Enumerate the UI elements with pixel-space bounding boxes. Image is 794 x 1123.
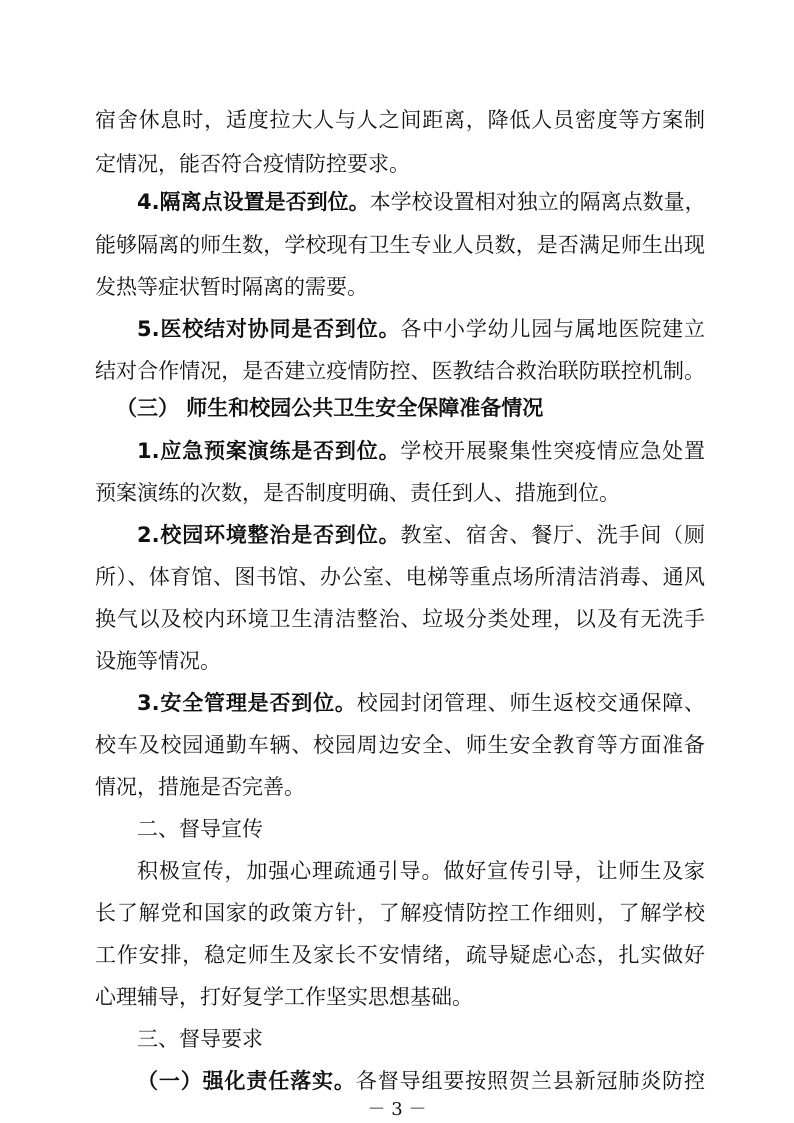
text-line: 积极宣传，加强心理疏通引导。做好宣传引导，让师生及家: [137, 859, 705, 883]
text-line: 换气以及校内环境卫生清洁整治、垃圾分类处理，以及有无洗手: [95, 607, 705, 631]
text-line: 发热等症状暂时隔离的需要。: [95, 275, 368, 299]
section-heading: 三、督导要求: [137, 1027, 263, 1051]
text-line: 校车及校园通勤车辆、校园周边安全、师生安全教育等方面准备: [95, 733, 705, 757]
text-line: 定情况，能否符合疫情防控要求。: [95, 152, 410, 176]
text-line: 情况，措施是否完善。: [95, 775, 305, 799]
item-heading: 5.医校结对协同是否到位。: [137, 317, 401, 341]
text-line: 设施等情况。: [95, 649, 221, 673]
text-line: 能够隔离的师生数，学校现有卫生专业人员数，是否满足师生出现: [95, 233, 705, 257]
text-line: 工作安排，稳定师生及家长不安情绪，疏导疑虑心态，扎实做好: [95, 943, 705, 967]
text-line: 3.安全管理是否到位。校园封闭管理、师生返校交通保障、: [137, 691, 706, 715]
item-heading: 4.隔离点设置是否到位。: [137, 190, 370, 214]
text-line: 4.隔离点设置是否到位。本学校设置相对独立的隔离点数量，: [137, 190, 706, 214]
item-heading: 3.安全管理是否到位。: [137, 691, 357, 715]
section-heading: （三） 师生和校园公共卫生安全保障准备情况: [116, 396, 544, 420]
text-line: 2.校园环境整治是否到位。教室、宿舍、餐厅、洗手间（厕: [137, 523, 706, 547]
text-line: 5.医校结对协同是否到位。各中小学幼儿园与属地医院建立: [137, 317, 706, 341]
item-heading: 1.应急预案演练是否到位。: [137, 439, 401, 463]
text-line: 长了解党和国家的政策方针，了解疫情防控工作细则，了解学校: [95, 901, 705, 925]
item-heading: （一）强化责任落实。: [137, 1069, 356, 1093]
text-line: 所）、体育馆、图书馆、办公室、电梯等重点场所清洁消毒、通风: [95, 565, 705, 589]
section-heading: 二、督导宣传: [137, 817, 263, 841]
item-heading: 2.校园环境整治是否到位。: [137, 523, 401, 547]
page-number: － 3 －: [367, 1099, 427, 1120]
text-line: （一）强化责任落实。各督导组要按照贺兰县新冠肺炎防控: [137, 1069, 706, 1093]
text-line: 预案演练的次数，是否制度明确、责任到人、措施到位。: [95, 481, 620, 505]
text-line: 结对合作情况，是否建立疫情防控、医教结合救治联防联控机制。: [95, 359, 705, 383]
text-line: 1.应急预案演练是否到位。学校开展聚集性突疫情应急处置: [137, 439, 706, 463]
text-line: 心理辅导，打好复学工作坚实思想基础。: [95, 985, 473, 1009]
text-line: 宿舍休息时，适度拉大人与人之间距离，降低人员密度等方案制: [95, 108, 705, 132]
